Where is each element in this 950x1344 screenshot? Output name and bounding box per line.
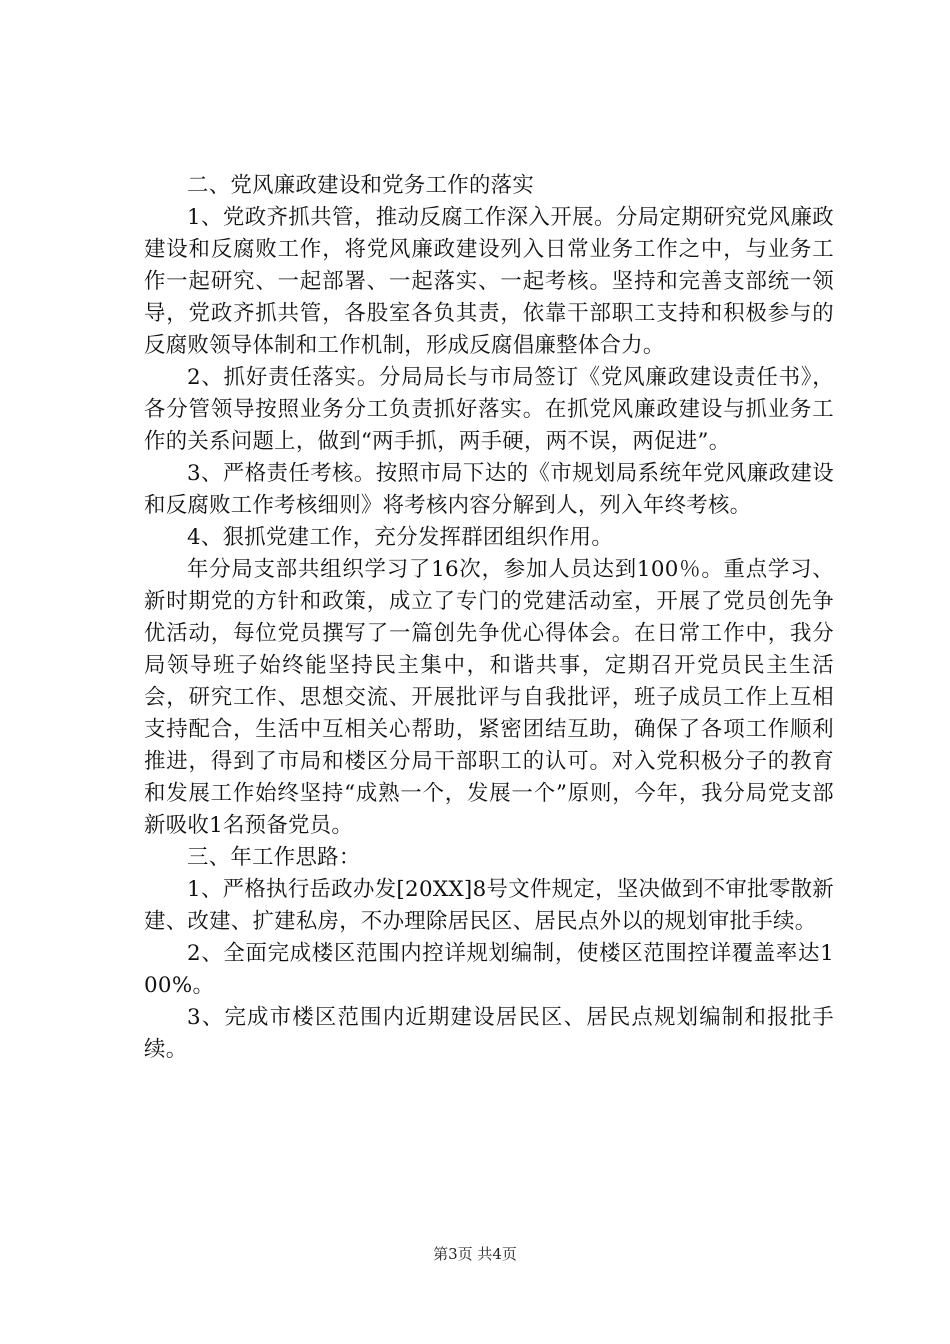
page-footer: [0, 1244, 950, 1264]
section-2-item-2: 2、抓好责任落实。分局局长与市局签订《党风廉政建设责任书》，各分管领导按照业务分工负责抓好落实。在抓党风廉政建设与抓业务工作的关系问题上，做到“两手抓，两手硬，两不误，两促进”。: [144, 365, 834, 454]
section-3-item-2: 2、全面完成楼区范围内控详规划编制，使楼区范围控详覆盖率达100%。: [144, 941, 834, 998]
section-3-item-3: 3、完成市楼区范围内近期建设居民区、居民点规划编制和报批手续。: [144, 1005, 834, 1062]
section-2-item-1: 1、党政齐抓共管，推动反腐工作深入开展。分局定期研究党风廉政建设和反腐败工作，将党风廉政建设列入日常业务工作之中，与业务工作一起研究、一起部署、一起落实、一起考核。坚持和完善支部统一领导，党政齐抓共管，各股室各负其责，依靠干部职工支持和积极参与的反腐败领导体制和工作机制，形成反腐倡廉整体合力。: [144, 205, 834, 358]
page-number-label: 第3页 共4页: [433, 1245, 517, 1263]
section-3-heading: 三、年工作思路：: [187, 845, 361, 870]
document-body: [144, 170, 834, 1066]
section-2-item-4-detail: 年分局支部共组织学习了16次，参加人员达到100％。重点学习、新时期党的方针和政策，成立了专门的党建活动室，开展了党员创先争优活动，每位党员撰写了一篇创先争优心得体会。在日常工作中，我分局领导班子始终能坚持民主集中，和谐共事，定期召开党员民主生活会，研究工作、思想交流、开展批评与自我批评，班子成员工作上互相支持配合，生活中互相关心帮助，紧密团结互助，确保了各项工作顺利推进，得到了市局和楼区分局干部职工的认可。对入党积极分子的教育和发展工作始终坚持“成熟一个，发展一个”原则，今年，我分局党支部新吸收1名预备党员。: [144, 557, 834, 838]
section-3-item-1: 1、严格执行岳政办发[20XX]8号文件规定，坚决做到不审批零散新建、改建、扩建私房，不办理除居民区、居民点外以的规划审批手续。: [144, 877, 834, 934]
section-2-item-4: 4、狠抓党建工作，充分发挥群团组织作用。: [187, 525, 614, 550]
section-2-heading: 二、党风廉政建设和党务工作的落实: [187, 173, 535, 198]
section-2-item-3: 3、严格责任考核。按照市局下达的《市规划局系统年党风廉政建设和反腐败工作考核细则》将考核内容分解到人，列入年终考核。: [144, 461, 834, 518]
